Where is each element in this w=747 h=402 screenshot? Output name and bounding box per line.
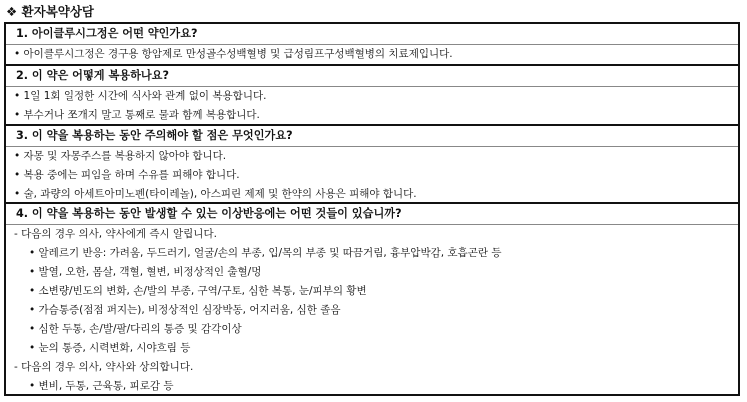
section-4-line-2: • 알레르기 반응: 가려움, 두드러기, 얼굴/손의 부종, 입/목의 부종 및 따끔거림, 흉부압박감, 호흡곤란 등	[29, 247, 502, 259]
section-4-line-3: • 발열, 오한, 몸살, 객혈, 혈변, 비정상적인 출혈/멍	[29, 266, 262, 278]
section-3-line-3: • 술, 과량의 아세트아미노펜(타이레놀), 아스피린 제제 및 한약의 사용은 피해야 합니다.	[14, 188, 417, 200]
section-3-line-1: • 자몽 및 자몽주스를 복용하지 않아야 합니다.	[14, 150, 227, 162]
section-4	[6, 202, 738, 396]
section-1-line-1: • 아이클루시그정은 경구용 항암제로 만성골수성백혈병 및 급성림프구성백혈병의 치료제입니다.	[14, 48, 453, 60]
section-4-line-1: - 다음의 경우 의사, 약사에게 즉시 알립니다.	[14, 228, 217, 240]
section-4-line-8: - 다음의 경우 의사, 약사와 상의합니다.	[14, 361, 194, 373]
section-4-line-4: • 소변량/빈도의 변화, 손/발의 부종, 구역/구토, 심한 복통, 눈/피부의 황변	[29, 285, 367, 297]
section-3-question: 3. 이 약을 복용하는 동안 주의해야 할 점은 무엇인가요?	[6, 126, 738, 147]
section-2-question: 2. 이 약은 어떻게 복용하나요?	[6, 66, 738, 87]
section-4-line-6: • 심한 두통, 손/발/팔/다리의 통증 및 감각이상	[29, 323, 242, 335]
section-2-line-2: • 부수거나 쪼개지 말고 통째로 물과 함께 복용합니다.	[14, 109, 260, 121]
section-1	[6, 24, 738, 64]
page-heading: ❖ 환자복약상담	[6, 4, 95, 19]
section-2-line-1: • 1일 1회 일정한 시간에 식사와 관계 없이 복용합니다.	[14, 90, 267, 102]
section-4-line-5: • 가슴통증(점점 퍼지는), 비정상적인 심장박동, 어지러움, 심한 졸음	[29, 304, 341, 316]
section-1-question: 1. 아이클루시그정은 어떤 약인가요?	[6, 24, 738, 45]
section-4-line-7: • 눈의 통증, 시력변화, 시야흐림 등	[29, 342, 191, 354]
counseling-table	[4, 22, 740, 396]
section-2	[6, 64, 738, 126]
section-4-line-9: • 변비, 두통, 근육통, 피로감 등	[29, 380, 174, 392]
section-4-question: 4. 이 약을 복용하는 동안 발생할 수 있는 이상반응에는 어떤 것들이 있습니까?	[6, 204, 738, 225]
section-3-line-2: • 복용 중에는 피임을 하며 수유를 피해야 합니다.	[14, 169, 240, 181]
section-3	[6, 124, 738, 204]
